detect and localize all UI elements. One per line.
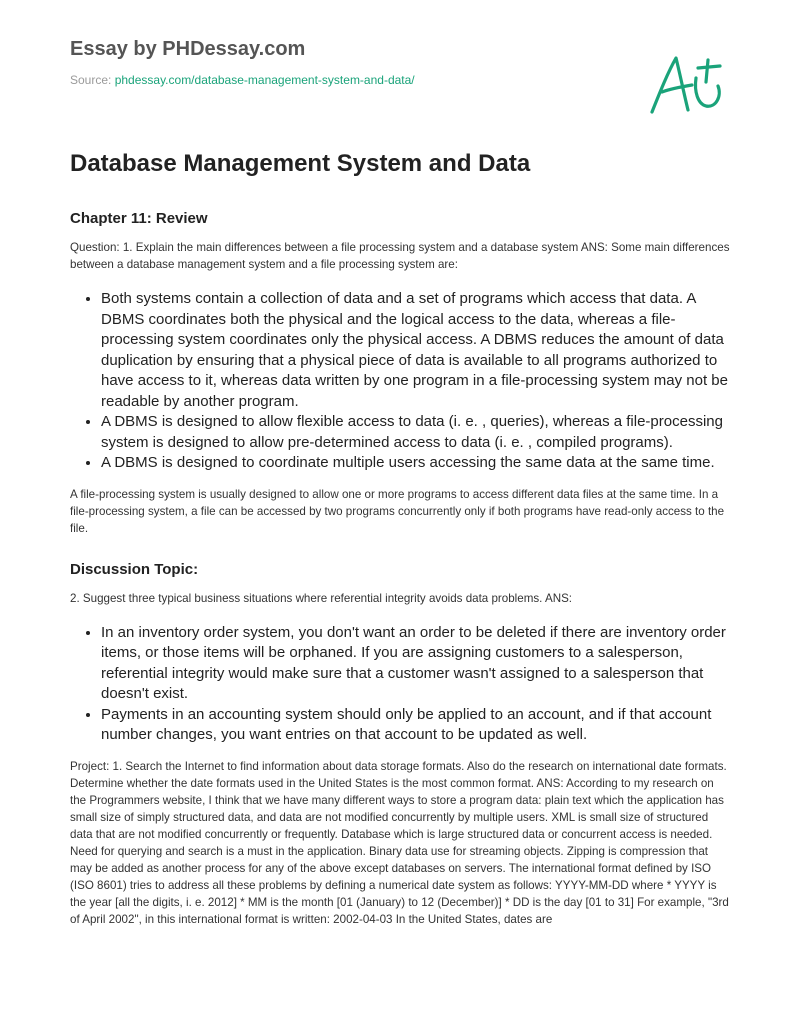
section-heading-review: Chapter 11: Review <box>70 210 208 227</box>
source-line <box>70 73 415 87</box>
section-heading-discussion: Discussion Topic: <box>70 560 199 578</box>
discussion-question: 2. Suggest three typical business situations where referential integrity avoids data problems. ANS: <box>70 591 573 605</box>
file-processing-paragraph: A file-processing system is usually designed to allow one or more programs to access different data files at the same time. In a file-processing system, a file can be accessed by two programs concurrently only if both programs have read-only access to the file. <box>70 487 725 535</box>
list-item: • Payments in an accounting system should only be applied to an account, and if that account number changes, you want entries on that account to be updated as well. <box>101 705 732 746</box>
a-plus-logo-icon <box>646 52 726 124</box>
question-paragraph: Question: 1. Explain the main differences between a file processing system and a database system ANS: Some main differences between a database management system and a file processing system are: <box>70 241 730 271</box>
list-item: • Both systems contain a collection of data and a set of programs which access that data. A DBMS coordinates both the physical and the logical access to the data, whereas a file-processing system coordinates only the physical access. A DBMS reduces the amount of data duplication by ensuring that a physical piece of data is available to all programs authorized to have access to it, whereas data written by one program in a file-processing system may not be readable by another program. <box>101 289 732 412</box>
page-title: Database Management System and Data <box>70 150 531 177</box>
source-link[interactable]: phdessay.com/database-management-system-and-data/ <box>114 73 415 87</box>
project-paragraph: Project: 1. Search the Internet to find information about data storage formats. Also do the research on international date formats. Determine whether the date formats used in the United States is the most common format. ANS: According to my research on the Programmers website, I think that we have many different ways to store a program data: plain text which the application has small size of simply structured data, and data are not modified concurrently by multiple users. XML is small size of structured data that are not modified concurrently or frequently. Database which is large structured data or concurrent access is needed. Need for querying and search is a must in the application. Binary data use for streaming objects. Zipping is compression that may be added as another process for any of the above except databases on servers. The international format defined by ISO (ISO 8601) tries to address all these problems by defining a numerical date system as follows: YYYY-MM-DD where * YYYY is the year [all the digits, i. e. 2012] * MM is the month [01 (January) to 12 (December)] * DD is the day [01 to 31] For example, "3rd of April 2002", in this international format is written: 2002-04-03 In the United States, dates are <box>70 759 729 926</box>
list-item: • A DBMS is designed to coordinate multiple users accessing the same data at the same time. <box>101 453 732 474</box>
source-label: Source: <box>70 73 112 87</box>
article <box>70 150 732 938</box>
differences-list <box>70 289 732 474</box>
list-item: • In an inventory order system, you don't want an order to be deleted if there are inventory order items, or those items will be orphaned. If you are assigning customers to a salesperson, referential integrity would make sure that a customer wasn't assigned to a salesperson that doesn't exist. <box>101 623 732 705</box>
integrity-list <box>70 623 732 746</box>
list-item: • A DBMS is designed to allow flexible access to data (i. e. , queries), whereas a file-processing system is designed to allow pre-determined access to data (i. e. , compiled programs). <box>101 412 732 453</box>
page-header <box>70 38 415 87</box>
site-brand: Essay by PHDessay.com <box>70 38 306 60</box>
